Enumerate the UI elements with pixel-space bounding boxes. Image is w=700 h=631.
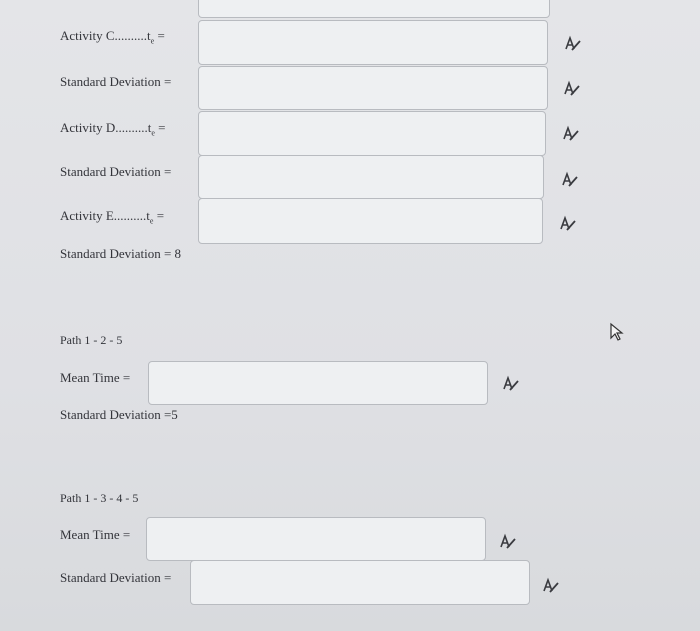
activity-e-te-input[interactable]: [198, 198, 543, 244]
path-1345-sd-input[interactable]: [190, 560, 530, 605]
path-1345-title: Path 1 - 3 - 4 - 5: [60, 491, 139, 505]
path-1345-sd-label: Standard Deviation =: [60, 570, 172, 585]
answer-box-top-partial[interactable]: [198, 0, 550, 18]
spellcheck-icon[interactable]: [502, 375, 520, 393]
mouse-cursor-icon: [609, 322, 625, 342]
spellcheck-icon[interactable]: [561, 171, 579, 189]
path-125-mean-label: Mean Time =: [60, 370, 131, 385]
sd-d-label: Standard Deviation =: [60, 164, 172, 179]
path-125-mean-input[interactable]: [148, 361, 488, 405]
spellcheck-icon[interactable]: [564, 35, 582, 53]
path-125-title: Path 1 - 2 - 5: [60, 333, 123, 347]
activity-d-label: Activity $D..........t_e$ =: [60, 120, 166, 138]
activity-d-te-input[interactable]: [198, 111, 546, 156]
spellcheck-icon[interactable]: [499, 533, 517, 551]
sd-d-input[interactable]: [198, 155, 544, 199]
path-1345-mean-input[interactable]: [146, 517, 486, 561]
sd-c-label: Standard Deviation =: [60, 74, 172, 89]
activity-c-te-input[interactable]: [198, 20, 548, 65]
activity-e-label: Activity $E..........t_e$ =: [60, 208, 165, 226]
sd-c-input[interactable]: [198, 66, 548, 110]
spellcheck-icon[interactable]: [562, 125, 580, 143]
sd-e-label: Standard Deviation = 8: [60, 246, 182, 261]
path-125-sd-label: Standard Deviation =5: [60, 407, 178, 422]
spellcheck-icon[interactable]: [542, 577, 560, 595]
activity-c-label: Activity $C..........t_e$ =: [60, 28, 165, 46]
path-1345-mean-label: Mean Time =: [60, 527, 131, 542]
spellcheck-icon[interactable]: [559, 215, 577, 233]
spellcheck-icon[interactable]: [563, 80, 581, 98]
